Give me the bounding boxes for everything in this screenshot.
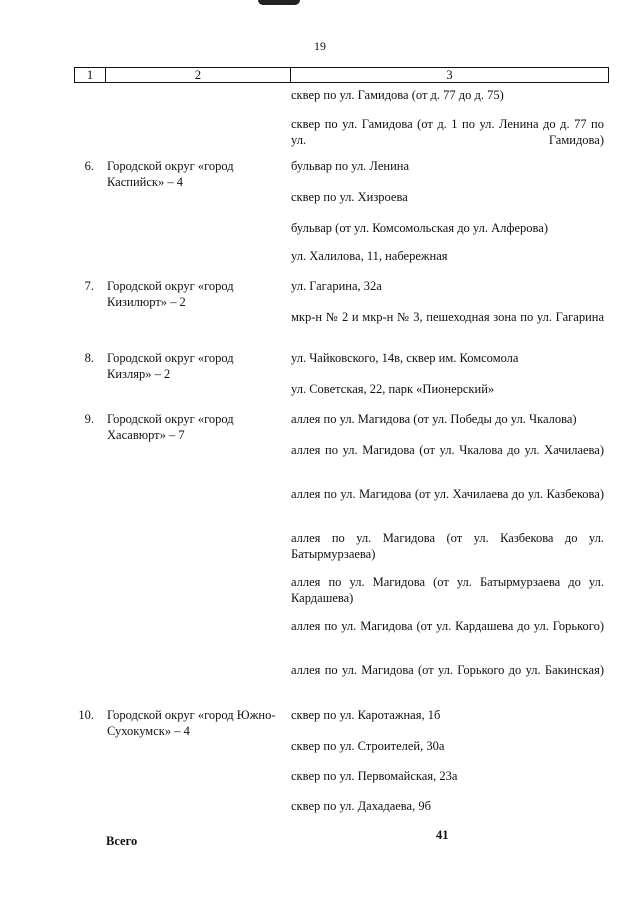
- object-item: ул. Гагарина, 32а: [291, 279, 382, 293]
- object-item: аллея по ул. Магидова (от ул. Чкалова до ул. Хачилаева): [291, 443, 604, 457]
- district-name: Городской округ «город Кизляр» – 2: [107, 351, 234, 381]
- row-number: 10.: [78, 708, 94, 722]
- scan-artifact: [258, 0, 300, 5]
- object-item: ул. Советская, 22, парк «Пионерский»: [291, 382, 495, 396]
- object-item: сквер по ул. Каротажная, 1б: [291, 708, 441, 722]
- object-item: сквер по ул. Дахадаева, 9б: [291, 799, 431, 813]
- object-item: аллея по ул. Магидова (от ул. Победы до ул. Чкалова): [291, 412, 577, 426]
- object-item: бульвар (от ул. Комсомольская до ул. Алферова): [291, 221, 548, 235]
- page-number: 19: [314, 39, 326, 53]
- row-number: 8.: [84, 351, 94, 365]
- district-name: Городской округ «город Кизилюрт» – 2: [107, 279, 234, 309]
- column-header-2: 2: [106, 68, 291, 82]
- object-item: сквер по ул. Строителей, 30а: [291, 739, 445, 753]
- object-item: ул. Чайковского, 14в, сквер им. Комсомола: [291, 351, 519, 365]
- district-name: Городской округ «город Хасавюрт» – 7: [107, 412, 234, 442]
- column-header-3: 3: [446, 68, 453, 82]
- table-header: [74, 67, 609, 83]
- row-number: 6.: [84, 159, 94, 173]
- total-label: Всего: [106, 834, 138, 848]
- object-item: аллея по ул. Магидова (от ул. Горького до ул. Бакинская): [291, 663, 604, 677]
- object-item: сквер по ул. Гамидова (от д. 1 по ул. Ленина до д. 77 по ул. Гамидова): [291, 117, 604, 147]
- object-item: сквер по ул. Гамидова (от д. 77 до д. 75): [291, 88, 504, 102]
- object-item: сквер по ул. Хизроева: [291, 190, 408, 204]
- row-number: 7.: [84, 279, 94, 293]
- object-item: аллея по ул. Магидова (от ул. Казбекова до ул. Батырмурзаева): [291, 531, 604, 561]
- row-number: 9.: [84, 412, 94, 426]
- total-value: 41: [436, 828, 449, 842]
- object-item: аллея по ул. Магидова (от ул. Кардашева до ул. Горького): [291, 619, 604, 633]
- object-item: аллея по ул. Магидова (от ул. Хачилаева до ул. Казбекова): [291, 487, 604, 501]
- object-item: сквер по ул. Первомайская, 23а: [291, 769, 458, 783]
- object-item: мкр-н № 2 и мкр-н № 3, пешеходная зона по ул. Гагарина: [291, 310, 604, 324]
- district-name: Городской округ «город Южно-Сухокумск» – 4: [107, 708, 276, 738]
- object-item: ул. Халилова, 11, набережная: [291, 249, 448, 263]
- district-name: Городской округ «город Каспийск» – 4: [107, 159, 234, 189]
- column-header-1: 1: [75, 68, 106, 82]
- object-item: аллея по ул. Магидова (от ул. Батырмурзаева до ул. Кардашева): [291, 575, 604, 605]
- object-item: бульвар по ул. Ленина: [291, 159, 409, 173]
